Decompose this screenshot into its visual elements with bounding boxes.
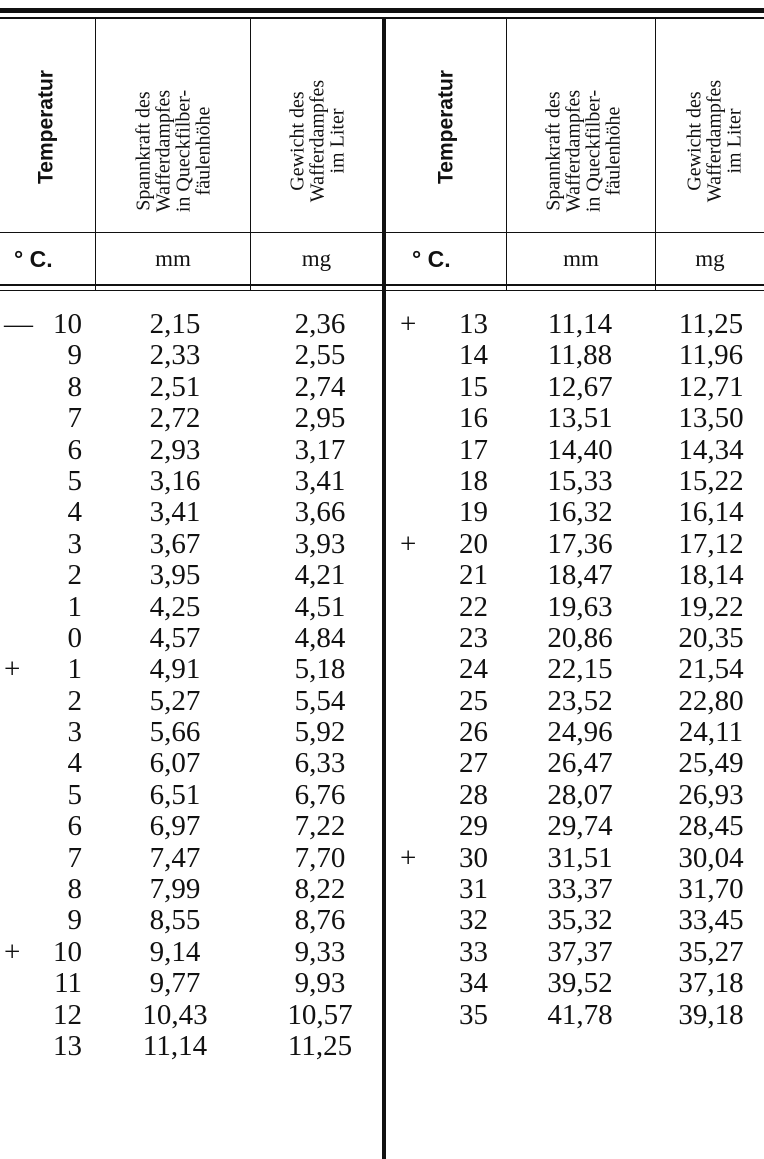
temperature-cell: 0 — [67, 621, 82, 654]
pressure-cell: 41,78 — [547, 998, 613, 1031]
temperature-cell: 27 — [459, 747, 488, 780]
weight-cell: 26,93 — [678, 778, 744, 811]
weight-cell: 9,33 — [294, 935, 346, 968]
weight-cell: 18,14 — [678, 559, 744, 592]
weight-cell: 12,71 — [678, 370, 744, 403]
weight-cell: 4,84 — [294, 621, 346, 654]
temperature-cell: 5 — [67, 778, 82, 811]
weight-cell: 21,54 — [678, 653, 744, 686]
pressure-cell: 18,47 — [547, 559, 613, 592]
pressure-cell: 5,27 — [149, 684, 201, 717]
temperature-cell: 18 — [459, 464, 488, 497]
left-weight-column — [265, 309, 375, 1062]
weight-cell: 39,18 — [678, 998, 744, 1031]
unit-temp-right: ° C. — [412, 246, 451, 272]
right-pressure-column — [525, 309, 635, 1031]
temperature-cell: 13 — [459, 308, 488, 340]
pressure-cell: 14,40 — [547, 433, 613, 466]
temperature-cell: 30 — [459, 841, 488, 874]
weight-cell: 5,18 — [294, 653, 346, 686]
temperature-cell: 24 — [459, 653, 488, 686]
pressure-cell: 6,51 — [149, 778, 201, 811]
pressure-cell: 31,51 — [547, 841, 613, 874]
unit-weight-right: mg — [695, 246, 725, 271]
right-temperature-column — [430, 309, 488, 1031]
weight-cell: 11,96 — [678, 339, 744, 372]
pressure-cell: 2,93 — [149, 433, 201, 466]
weight-cell: 31,70 — [678, 873, 744, 906]
weight-cell: 2,95 — [294, 402, 346, 435]
pressure-cell: 4,91 — [149, 653, 201, 686]
temperature-cell: 21 — [459, 559, 488, 592]
temperature-cell: 25 — [459, 684, 488, 717]
weight-cell: 24,11 — [678, 716, 744, 749]
header-temperature-left: Temperatur — [34, 70, 58, 184]
weight-cell: 11,25 — [678, 308, 744, 340]
weight-cell: 2,74 — [294, 370, 346, 403]
pressure-cell: 9,14 — [149, 935, 201, 968]
weight-cell: 8,76 — [294, 904, 346, 937]
weight-cell: 7,22 — [294, 810, 346, 843]
temperature-cell: 6 — [67, 433, 82, 466]
pressure-cell: 22,15 — [547, 653, 613, 686]
temperature-cell: 9 — [67, 904, 82, 937]
pressure-cell: 17,36 — [547, 527, 613, 560]
temperature-cell: 7 — [67, 841, 82, 874]
temperature-cell: 8 — [67, 370, 82, 403]
right-weight-column — [660, 309, 762, 1031]
weight-cell: 3,17 — [294, 433, 346, 466]
pressure-cell: 29,74 — [547, 810, 613, 843]
pressure-cell: 2,51 — [149, 370, 201, 403]
top-rule-thick — [0, 8, 764, 13]
sign-cell: — — [4, 308, 33, 340]
weight-cell: 4,51 — [294, 590, 346, 623]
pressure-cell: 8,55 — [149, 904, 201, 937]
pressure-cell: 20,86 — [547, 621, 613, 654]
pressure-cell: 6,97 — [149, 810, 201, 843]
temperature-cell: 17 — [459, 433, 488, 466]
temperature-cell: 19 — [459, 496, 488, 529]
temperature-cell: 1 — [67, 653, 82, 686]
weight-cell: 9,93 — [294, 967, 346, 1000]
pressure-cell: 23,52 — [547, 684, 613, 717]
temperature-cell: 6 — [67, 810, 82, 843]
weight-cell: 19,22 — [678, 590, 744, 623]
temperature-cell: 2 — [67, 684, 82, 717]
weight-cell: 11,25 — [287, 1029, 353, 1062]
weight-cell: 2,55 — [294, 339, 346, 372]
weight-cell: 17,12 — [678, 527, 744, 560]
pressure-cell: 2,72 — [149, 402, 201, 435]
pressure-cell: 2,33 — [149, 339, 201, 372]
pressure-cell: 3,67 — [149, 527, 201, 560]
weight-cell: 2,36 — [294, 308, 346, 340]
weight-cell: 15,22 — [678, 464, 744, 497]
weight-cell: 33,45 — [678, 904, 744, 937]
pressure-cell: 26,47 — [547, 747, 613, 780]
weight-cell: 6,33 — [294, 747, 346, 780]
header-weight-left: Gewicht des Wafferdampfes im Liter — [286, 79, 349, 203]
sign-cell: + — [4, 653, 21, 686]
temperature-cell: 23 — [459, 621, 488, 654]
temperature-cell: 31 — [459, 873, 488, 906]
weight-cell: 6,76 — [294, 778, 346, 811]
temperature-cell: 5 — [67, 464, 82, 497]
unit-weight-left: mg — [301, 246, 332, 271]
weight-cell: 3,93 — [294, 527, 346, 560]
temperature-cell: 20 — [459, 527, 488, 560]
unit-pressure-left: mm — [155, 246, 191, 271]
pressure-cell: 24,96 — [547, 716, 613, 749]
temperature-cell: 4 — [67, 747, 82, 780]
sign-cell: + — [4, 935, 21, 968]
temperature-cell: 7 — [67, 402, 82, 435]
pressure-cell: 7,99 — [149, 873, 201, 906]
temperature-cell: 22 — [459, 590, 488, 623]
temperature-cell: 9 — [67, 339, 82, 372]
pressure-cell: 7,47 — [149, 841, 201, 874]
weight-cell: 13,50 — [678, 402, 744, 435]
pressure-cell: 5,66 — [149, 716, 201, 749]
temperature-cell: 2 — [67, 559, 82, 592]
weight-cell: 22,80 — [678, 684, 744, 717]
pressure-cell: 9,77 — [149, 967, 201, 1000]
weight-cell: 8,22 — [294, 873, 346, 906]
temperature-cell: 35 — [459, 998, 488, 1031]
pressure-cell: 3,16 — [149, 464, 201, 497]
temperature-cell: 14 — [459, 339, 488, 372]
temperature-cell: 28 — [459, 778, 488, 811]
pressure-cell: 3,95 — [149, 559, 201, 592]
pressure-cell: 11,14 — [142, 1029, 208, 1062]
header-temperature-right: Temperatur — [434, 70, 458, 184]
temperature-cell: 26 — [459, 716, 488, 749]
center-double-line — [382, 19, 386, 1159]
weight-cell: 14,34 — [678, 433, 744, 466]
unit-temp-left: ° C. — [14, 246, 53, 272]
pressure-cell: 4,57 — [149, 621, 201, 654]
pressure-cell: 39,52 — [547, 967, 613, 1000]
temperature-cell: 10 — [53, 935, 82, 968]
sign-cell: + — [400, 527, 417, 560]
pressure-cell: 15,33 — [547, 464, 613, 497]
temperature-cell: 1 — [67, 590, 82, 623]
weight-cell: 3,41 — [294, 464, 346, 497]
pressure-cell: 11,88 — [547, 339, 613, 372]
pressure-cell: 3,41 — [149, 496, 201, 529]
pressure-cell: 19,63 — [547, 590, 613, 623]
left-pressure-column — [120, 309, 230, 1062]
temperature-cell: 15 — [459, 370, 488, 403]
pressure-cell: 28,07 — [547, 778, 613, 811]
temperature-cell: 29 — [459, 810, 488, 843]
pressure-cell: 6,07 — [149, 747, 201, 780]
header-pressure-left: Spannkraft des Wafferdampfes in Queckfilber- fäulenhöhe — [132, 89, 215, 213]
temperature-cell: 3 — [67, 527, 82, 560]
temperature-cell: 8 — [67, 873, 82, 906]
temperature-cell: 3 — [67, 716, 82, 749]
sign-cell: + — [400, 841, 417, 874]
weight-cell: 25,49 — [678, 747, 744, 780]
temperature-cell: 4 — [67, 496, 82, 529]
unit-pressure-right: mm — [563, 246, 599, 271]
temperature-cell: 32 — [459, 904, 488, 937]
header-pressure-right: Spannkraft des Wafferdampfes in Queckfilber- fäulenhöhe — [542, 89, 625, 213]
temperature-cell: 33 — [459, 935, 488, 968]
weight-cell: 10,57 — [287, 998, 353, 1031]
pressure-cell: 16,32 — [547, 496, 613, 529]
weight-cell: 5,54 — [294, 684, 346, 717]
weight-cell: 30,04 — [678, 841, 744, 874]
sign-cell: + — [400, 308, 417, 340]
pressure-cell: 4,25 — [149, 590, 201, 623]
pressure-cell: 2,15 — [149, 308, 201, 340]
temperature-cell: 11 — [54, 967, 82, 1000]
weight-cell: 16,14 — [678, 496, 744, 529]
weight-cell: 7,70 — [294, 841, 346, 874]
temperature-cell: 12 — [53, 998, 82, 1031]
weight-cell: 4,21 — [294, 559, 346, 592]
temperature-cell: 16 — [459, 402, 488, 435]
pressure-cell: 33,37 — [547, 873, 613, 906]
left-temperature-column — [30, 309, 82, 1062]
weight-cell: 3,66 — [294, 496, 346, 529]
pressure-cell: 12,67 — [547, 370, 613, 403]
weight-cell: 28,45 — [678, 810, 744, 843]
pressure-cell: 37,37 — [547, 935, 613, 968]
weight-cell: 5,92 — [294, 716, 346, 749]
pressure-cell: 10,43 — [142, 998, 208, 1031]
temperature-cell: 34 — [459, 967, 488, 1000]
pressure-cell: 13,51 — [547, 402, 613, 435]
temperature-cell: 13 — [53, 1029, 82, 1062]
temperature-cell: 10 — [53, 308, 82, 340]
weight-cell: 35,27 — [678, 935, 744, 968]
header-weight-right: Gewicht des Wafferdampfes im Liter — [683, 79, 746, 203]
weight-cell: 37,18 — [678, 967, 744, 1000]
pressure-cell: 35,32 — [547, 904, 613, 937]
pressure-cell: 11,14 — [547, 308, 613, 340]
weight-cell: 20,35 — [678, 621, 744, 654]
